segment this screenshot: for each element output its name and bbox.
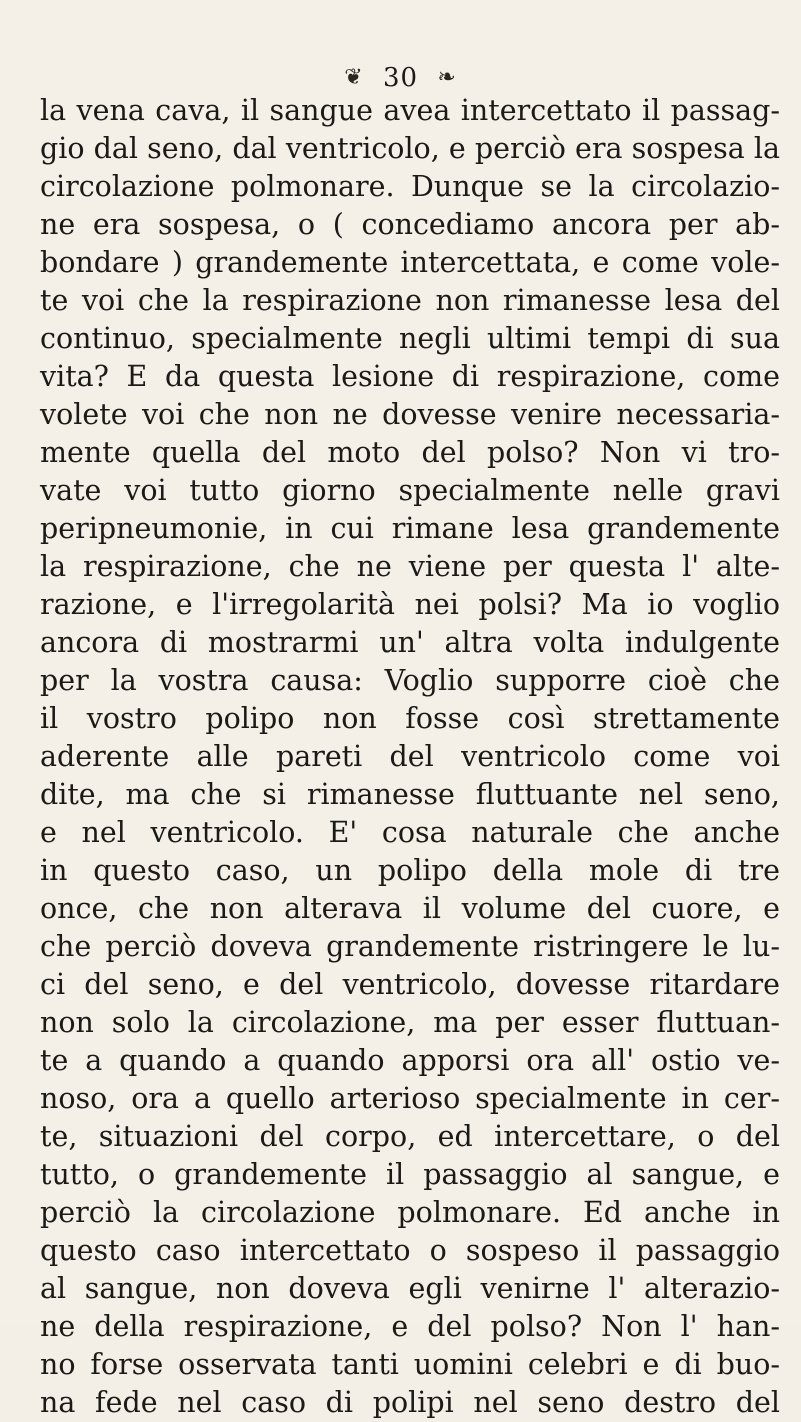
text-line: circolazione polmonare. Dunque se la circolazio- [40,170,780,203]
running-head [0,62,801,93]
page-number: 30 [382,63,419,93]
body-text [40,92,780,1422]
text-line: perciò la circolazione polmonare. Ed anche in [40,1196,780,1229]
text-line: vita? E da questa lesione di respirazione, come [40,360,780,393]
text-line: al sangue, non doveva egli venirne l' alterazio- [40,1272,780,1305]
text-line: e nel ventricolo. E' cosa naturale che anche [40,816,780,849]
left-ornament-icon: ❦ [344,65,364,90]
text-line: te voi che la respirazione non rimanesse lesa del [40,284,780,317]
text-line: volete voi che non ne dovesse venire necessaria- [40,398,780,431]
text-line: ne della respirazione, e del polso? Non l' han- [40,1310,780,1343]
text-line: non solo la circolazione, ma per esser fluttuan- [40,1006,780,1039]
text-line: ne era sospesa, o ( concediamo ancora per ab- [40,208,780,241]
text-line: noso, ora a quello arterioso specialmente in cer- [40,1082,780,1115]
text-line: mente quella del moto del polso? Non vi tro- [40,436,780,469]
text-line: continuo, specialmente negli ultimi tempi di sua [40,322,780,355]
text-line: bondare ) grandemente intercettata, e come vole- [40,246,780,279]
text-line: no forse osservata tanti uomini celebri e di buo- [40,1348,780,1381]
text-line: aderente alle pareti del ventricolo come voi [40,740,780,773]
text-line: te, situazioni del corpo, ed intercettare, o del [40,1120,780,1153]
text-line: tutto, o grandemente il passaggio al sangue, e [40,1158,780,1191]
text-line: la vena cava, il sangue avea intercettato il passag- [40,94,780,127]
right-ornament-icon: ❧ [437,65,457,90]
text-line: questo caso intercettato o sospeso il passaggio [40,1234,780,1267]
text-line: gio dal seno, dal ventricolo, e perciò era sospesa la [40,132,780,165]
text-line: che perciò doveva grandemente ristringere le lu- [40,930,780,963]
text-line: razione, e l'irregolarità nei polsi? Ma io voglio [40,588,780,621]
text-line: per la vostra causa: Voglio supporre cioè che [40,664,780,697]
text-line: peripneumonie, in cui rimane lesa grandemente [40,512,780,545]
text-line: na fede nel caso di polipi nel seno destro del [40,1386,780,1419]
text-line: once, che non alterava il volume del cuore, e [40,892,780,925]
text-line: dite, ma che si rimanesse fluttuante nel seno, [40,778,780,811]
text-line: la respirazione, che ne viene per questa l' alte- [40,550,780,583]
text-line: ci del seno, e del ventricolo, dovesse ritardare [40,968,780,1001]
text-line: te a quando a quando apporsi ora all' ostio ve- [40,1044,780,1077]
text-line: il vostro polipo non fosse così strettamente [40,702,780,735]
text-line: vate voi tutto giorno specialmente nelle gravi [40,474,780,507]
text-line: ancora di mostrarmi un' altra volta indulgente [40,626,780,659]
text-line: in questo caso, un polipo della mole di tre [40,854,780,887]
